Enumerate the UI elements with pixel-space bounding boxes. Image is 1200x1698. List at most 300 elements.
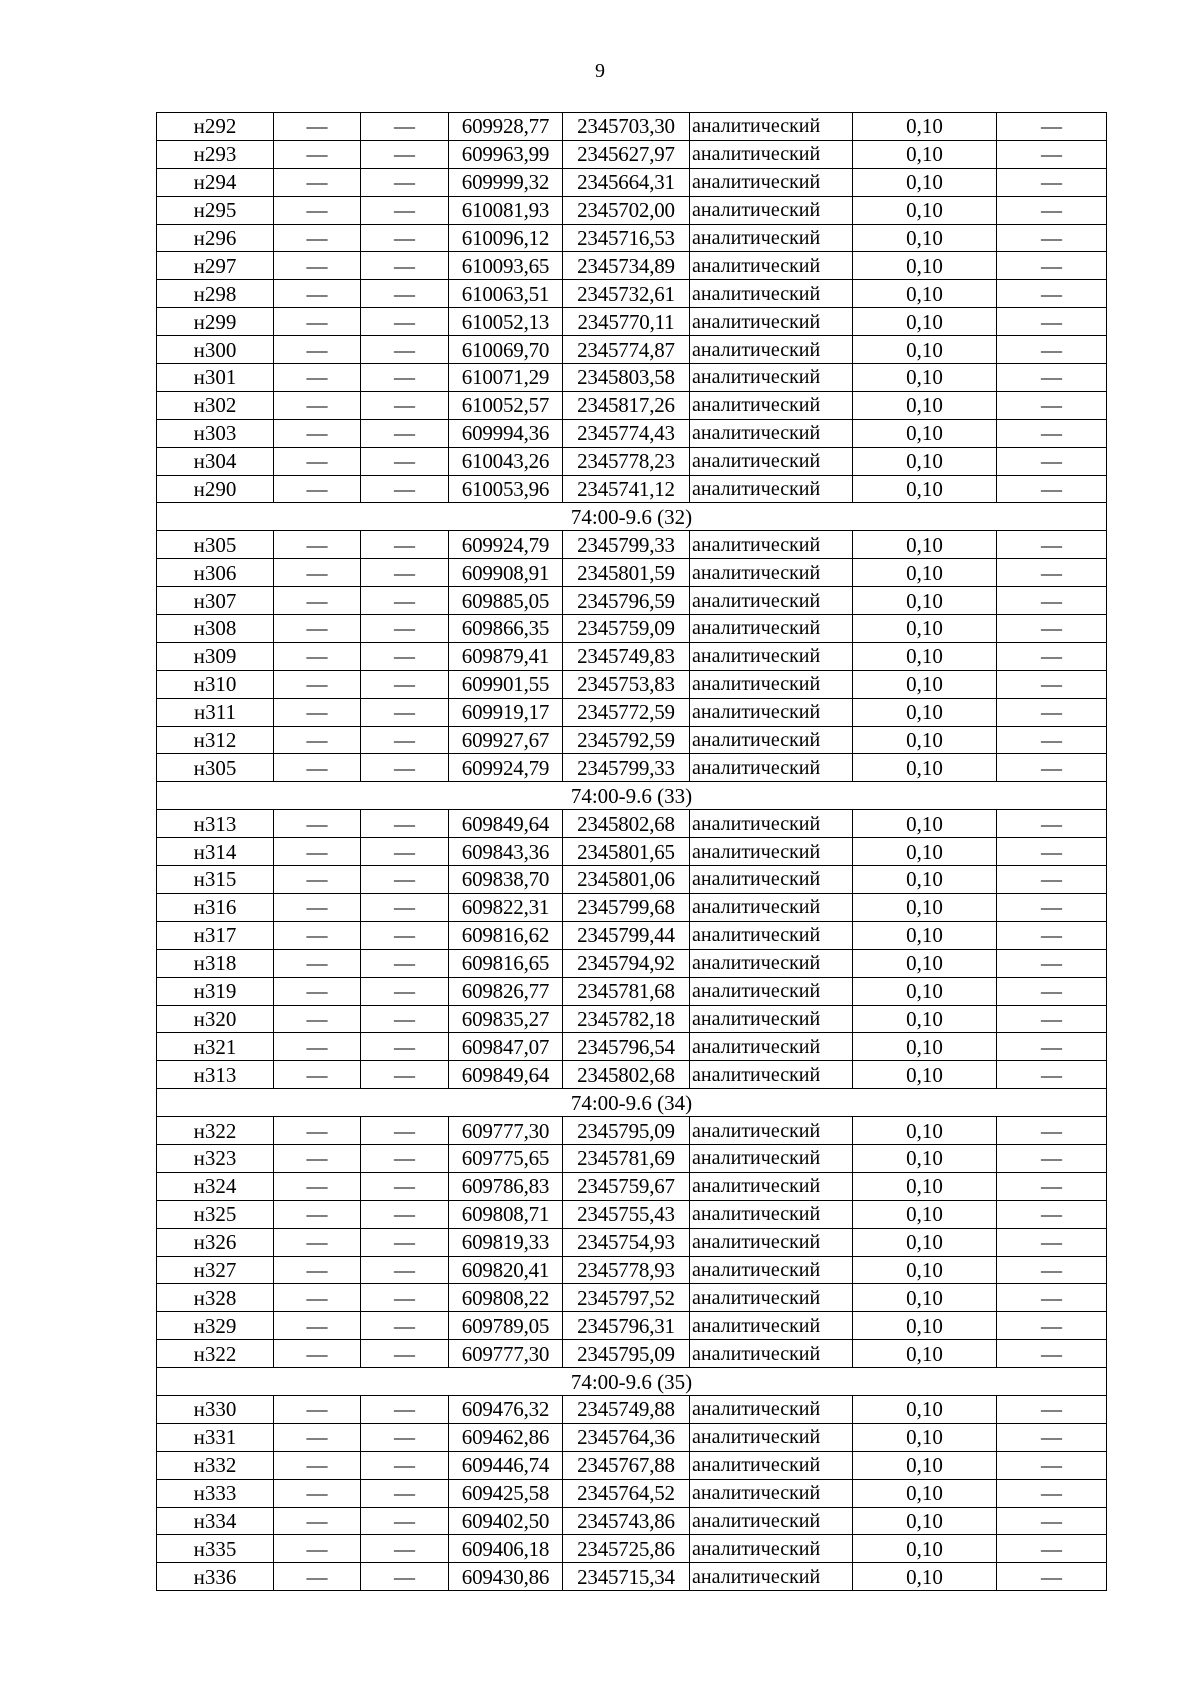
- x-coordinate-cell: 609820,41: [449, 1256, 563, 1284]
- y-coordinate-cell: 2345764,52: [563, 1479, 690, 1507]
- dash-cell: —: [274, 615, 361, 643]
- dash-cell: —: [361, 893, 449, 921]
- accuracy-cell: 0,10: [853, 1117, 997, 1145]
- dash-cell: —: [274, 1423, 361, 1451]
- point-name-cell: н317: [157, 921, 274, 949]
- x-coordinate-cell: 609994,36: [449, 419, 563, 447]
- x-coordinate-cell: 609919,17: [449, 698, 563, 726]
- dash-cell: —: [274, 838, 361, 866]
- method-cell: аналитический: [690, 531, 853, 559]
- dash-cell: —: [274, 308, 361, 336]
- dash-cell: —: [997, 224, 1107, 252]
- dash-cell: —: [274, 698, 361, 726]
- point-name-cell: н334: [157, 1507, 274, 1535]
- dash-cell: —: [361, 196, 449, 224]
- point-name-cell: н297: [157, 252, 274, 280]
- table-row: [157, 1200, 1107, 1228]
- method-cell: аналитический: [690, 838, 853, 866]
- dash-cell: —: [997, 336, 1107, 364]
- x-coordinate-cell: 609908,91: [449, 559, 563, 587]
- dash-cell: —: [997, 810, 1107, 838]
- x-coordinate-cell: 609476,32: [449, 1395, 563, 1423]
- dash-cell: —: [274, 1535, 361, 1563]
- dash-cell: —: [997, 1144, 1107, 1172]
- dash-cell: —: [274, 559, 361, 587]
- dash-cell: —: [361, 810, 449, 838]
- accuracy-cell: 0,10: [853, 977, 997, 1005]
- x-coordinate-cell: 609808,22: [449, 1284, 563, 1312]
- dash-cell: —: [274, 921, 361, 949]
- y-coordinate-cell: 2345754,93: [563, 1228, 690, 1256]
- method-cell: аналитический: [690, 196, 853, 224]
- table-row: [157, 391, 1107, 419]
- y-coordinate-cell: 2345715,34: [563, 1563, 690, 1591]
- method-cell: аналитический: [690, 587, 853, 615]
- x-coordinate-cell: 610069,70: [449, 336, 563, 364]
- x-coordinate-cell: 609786,83: [449, 1172, 563, 1200]
- dash-cell: —: [361, 642, 449, 670]
- x-coordinate-cell: 610052,57: [449, 391, 563, 419]
- dash-cell: —: [997, 1005, 1107, 1033]
- x-coordinate-cell: 609777,30: [449, 1117, 563, 1145]
- x-coordinate-cell: 609885,05: [449, 587, 563, 615]
- y-coordinate-cell: 2345802,68: [563, 1061, 690, 1089]
- y-coordinate-cell: 2345741,12: [563, 475, 690, 503]
- x-coordinate-cell: 609866,35: [449, 615, 563, 643]
- x-coordinate-cell: 609847,07: [449, 1033, 563, 1061]
- dash-cell: —: [997, 949, 1107, 977]
- x-coordinate-cell: 609430,86: [449, 1563, 563, 1591]
- dash-cell: —: [274, 252, 361, 280]
- x-coordinate-cell: 609924,79: [449, 754, 563, 782]
- dash-cell: —: [361, 308, 449, 336]
- method-cell: аналитический: [690, 559, 853, 587]
- point-name-cell: н293: [157, 140, 274, 168]
- dash-cell: —: [274, 1340, 361, 1368]
- method-cell: аналитический: [690, 280, 853, 308]
- y-coordinate-cell: 2345725,86: [563, 1535, 690, 1563]
- point-name-cell: н295: [157, 196, 274, 224]
- x-coordinate-cell: 609425,58: [449, 1479, 563, 1507]
- y-coordinate-cell: 2345799,33: [563, 531, 690, 559]
- point-name-cell: н301: [157, 364, 274, 392]
- dash-cell: —: [361, 670, 449, 698]
- method-cell: аналитический: [690, 949, 853, 977]
- dash-cell: —: [274, 1117, 361, 1145]
- dash-cell: —: [997, 308, 1107, 336]
- method-cell: аналитический: [690, 726, 853, 754]
- dash-cell: —: [361, 1312, 449, 1340]
- y-coordinate-cell: 2345749,83: [563, 642, 690, 670]
- accuracy-cell: 0,10: [853, 838, 997, 866]
- dash-cell: —: [997, 615, 1107, 643]
- method-cell: аналитический: [690, 810, 853, 838]
- table-row: [157, 838, 1107, 866]
- table-row: [157, 754, 1107, 782]
- x-coordinate-cell: 609927,67: [449, 726, 563, 754]
- dash-cell: —: [274, 949, 361, 977]
- method-cell: аналитический: [690, 419, 853, 447]
- point-name-cell: н311: [157, 698, 274, 726]
- dash-cell: —: [361, 419, 449, 447]
- dash-cell: —: [361, 1507, 449, 1535]
- dash-cell: —: [361, 1061, 449, 1089]
- y-coordinate-cell: 2345753,83: [563, 670, 690, 698]
- accuracy-cell: 0,10: [853, 419, 997, 447]
- accuracy-cell: 0,10: [853, 1312, 997, 1340]
- accuracy-cell: 0,10: [853, 364, 997, 392]
- dash-cell: —: [997, 1284, 1107, 1312]
- table-row: [157, 1395, 1107, 1423]
- method-cell: аналитический: [690, 1563, 853, 1591]
- table-row: [157, 977, 1107, 1005]
- table-row: [157, 1563, 1107, 1591]
- dash-cell: —: [274, 1005, 361, 1033]
- dash-cell: —: [274, 336, 361, 364]
- y-coordinate-cell: 2345764,36: [563, 1423, 690, 1451]
- x-coordinate-cell: 609999,32: [449, 168, 563, 196]
- dash-cell: —: [274, 447, 361, 475]
- dash-cell: —: [361, 531, 449, 559]
- x-coordinate-cell: 609777,30: [449, 1340, 563, 1368]
- dash-cell: —: [997, 1563, 1107, 1591]
- dash-cell: —: [361, 615, 449, 643]
- table-row: [157, 475, 1107, 503]
- point-name-cell: н315: [157, 866, 274, 894]
- x-coordinate-cell: 609822,31: [449, 893, 563, 921]
- dash-cell: —: [997, 1200, 1107, 1228]
- accuracy-cell: 0,10: [853, 1033, 997, 1061]
- table-body: [157, 113, 1107, 1591]
- table-row: [157, 1284, 1107, 1312]
- method-cell: аналитический: [690, 1395, 853, 1423]
- dash-cell: —: [997, 1117, 1107, 1145]
- x-coordinate-cell: 609879,41: [449, 642, 563, 670]
- point-name-cell: н303: [157, 419, 274, 447]
- dash-cell: —: [997, 196, 1107, 224]
- y-coordinate-cell: 2345781,69: [563, 1144, 690, 1172]
- y-coordinate-cell: 2345774,87: [563, 336, 690, 364]
- accuracy-cell: 0,10: [853, 642, 997, 670]
- table-row: [157, 921, 1107, 949]
- table-row: [157, 587, 1107, 615]
- x-coordinate-cell: 609826,77: [449, 977, 563, 1005]
- dash-cell: —: [274, 1144, 361, 1172]
- dash-cell: —: [274, 587, 361, 615]
- dash-cell: —: [274, 893, 361, 921]
- method-cell: аналитический: [690, 308, 853, 336]
- table-row: [157, 1312, 1107, 1340]
- y-coordinate-cell: 2345802,68: [563, 810, 690, 838]
- x-coordinate-cell: 609843,36: [449, 838, 563, 866]
- dash-cell: —: [997, 113, 1107, 141]
- method-cell: аналитический: [690, 1061, 853, 1089]
- dash-cell: —: [997, 475, 1107, 503]
- y-coordinate-cell: 2345799,68: [563, 893, 690, 921]
- dash-cell: —: [361, 866, 449, 894]
- dash-cell: —: [274, 1312, 361, 1340]
- table-row: [157, 1061, 1107, 1089]
- table-row: [157, 364, 1107, 392]
- method-cell: аналитический: [690, 977, 853, 1005]
- dash-cell: —: [274, 866, 361, 894]
- dash-cell: —: [997, 140, 1107, 168]
- method-cell: аналитический: [690, 921, 853, 949]
- dash-cell: —: [997, 1172, 1107, 1200]
- dash-cell: —: [361, 1256, 449, 1284]
- point-name-cell: н308: [157, 615, 274, 643]
- dash-cell: —: [274, 140, 361, 168]
- dash-cell: —: [997, 838, 1107, 866]
- section-title: 74:00-9.6 (32): [157, 503, 1107, 531]
- table-row: [157, 1479, 1107, 1507]
- dash-cell: —: [997, 642, 1107, 670]
- dash-cell: —: [997, 670, 1107, 698]
- point-name-cell: н300: [157, 336, 274, 364]
- dash-cell: —: [997, 1033, 1107, 1061]
- dash-cell: —: [997, 280, 1107, 308]
- accuracy-cell: 0,10: [853, 308, 997, 336]
- dash-cell: —: [997, 893, 1107, 921]
- accuracy-cell: 0,10: [853, 559, 997, 587]
- method-cell: аналитический: [690, 1033, 853, 1061]
- accuracy-cell: 0,10: [853, 587, 997, 615]
- accuracy-cell: 0,10: [853, 140, 997, 168]
- dash-cell: —: [997, 726, 1107, 754]
- point-name-cell: н316: [157, 893, 274, 921]
- table-row: [157, 1451, 1107, 1479]
- dash-cell: —: [361, 726, 449, 754]
- dash-cell: —: [274, 1451, 361, 1479]
- section-header-row: [157, 503, 1107, 531]
- point-name-cell: н327: [157, 1256, 274, 1284]
- accuracy-cell: 0,10: [853, 1479, 997, 1507]
- x-coordinate-cell: 609928,77: [449, 113, 563, 141]
- section-header-row: [157, 1089, 1107, 1117]
- dash-cell: —: [361, 447, 449, 475]
- method-cell: аналитический: [690, 140, 853, 168]
- y-coordinate-cell: 2345734,89: [563, 252, 690, 280]
- accuracy-cell: 0,10: [853, 754, 997, 782]
- point-name-cell: н328: [157, 1284, 274, 1312]
- dash-cell: —: [361, 1228, 449, 1256]
- dash-cell: —: [361, 252, 449, 280]
- y-coordinate-cell: 2345716,53: [563, 224, 690, 252]
- dash-cell: —: [361, 587, 449, 615]
- table-row: [157, 419, 1107, 447]
- point-name-cell: н330: [157, 1395, 274, 1423]
- dash-cell: —: [361, 1172, 449, 1200]
- dash-cell: —: [361, 1535, 449, 1563]
- x-coordinate-cell: 609816,62: [449, 921, 563, 949]
- dash-cell: —: [361, 224, 449, 252]
- dash-cell: —: [361, 140, 449, 168]
- method-cell: аналитический: [690, 224, 853, 252]
- accuracy-cell: 0,10: [853, 113, 997, 141]
- table-row: [157, 698, 1107, 726]
- section-header-row: [157, 1368, 1107, 1396]
- dash-cell: —: [997, 698, 1107, 726]
- table-row: [157, 1005, 1107, 1033]
- accuracy-cell: 0,10: [853, 893, 997, 921]
- y-coordinate-cell: 2345755,43: [563, 1200, 690, 1228]
- point-name-cell: н298: [157, 280, 274, 308]
- point-name-cell: н323: [157, 1144, 274, 1172]
- dash-cell: —: [274, 1284, 361, 1312]
- dash-cell: —: [997, 1423, 1107, 1451]
- dash-cell: —: [274, 475, 361, 503]
- section-title: 74:00-9.6 (33): [157, 782, 1107, 810]
- point-name-cell: н290: [157, 475, 274, 503]
- dash-cell: —: [274, 670, 361, 698]
- table-row: [157, 447, 1107, 475]
- x-coordinate-cell: 610093,65: [449, 252, 563, 280]
- x-coordinate-cell: 610053,96: [449, 475, 563, 503]
- method-cell: аналитический: [690, 1005, 853, 1033]
- dash-cell: —: [274, 1033, 361, 1061]
- y-coordinate-cell: 2345767,88: [563, 1451, 690, 1479]
- dash-cell: —: [997, 1507, 1107, 1535]
- dash-cell: —: [274, 1479, 361, 1507]
- table-row: [157, 531, 1107, 559]
- y-coordinate-cell: 2345759,09: [563, 615, 690, 643]
- x-coordinate-cell: 609963,99: [449, 140, 563, 168]
- section-title: 74:00-9.6 (34): [157, 1089, 1107, 1117]
- dash-cell: —: [274, 1507, 361, 1535]
- point-name-cell: н294: [157, 168, 274, 196]
- dash-cell: —: [361, 838, 449, 866]
- y-coordinate-cell: 2345743,86: [563, 1507, 690, 1535]
- table-row: [157, 615, 1107, 643]
- table-row: [157, 1144, 1107, 1172]
- point-name-cell: н324: [157, 1172, 274, 1200]
- dash-cell: —: [361, 280, 449, 308]
- table-row: [157, 642, 1107, 670]
- accuracy-cell: 0,10: [853, 1144, 997, 1172]
- table-row: [157, 1423, 1107, 1451]
- dash-cell: —: [997, 531, 1107, 559]
- dash-cell: —: [361, 475, 449, 503]
- dash-cell: —: [361, 1117, 449, 1145]
- dash-cell: —: [997, 1228, 1107, 1256]
- accuracy-cell: 0,10: [853, 168, 997, 196]
- x-coordinate-cell: 610063,51: [449, 280, 563, 308]
- y-coordinate-cell: 2345778,23: [563, 447, 690, 475]
- dash-cell: —: [997, 391, 1107, 419]
- dash-cell: —: [361, 977, 449, 1005]
- dash-cell: —: [361, 1033, 449, 1061]
- table-row: [157, 1535, 1107, 1563]
- dash-cell: —: [997, 1535, 1107, 1563]
- x-coordinate-cell: 609816,65: [449, 949, 563, 977]
- point-name-cell: н304: [157, 447, 274, 475]
- dash-cell: —: [274, 810, 361, 838]
- x-coordinate-cell: 609446,74: [449, 1451, 563, 1479]
- table-row: [157, 308, 1107, 336]
- method-cell: аналитический: [690, 1340, 853, 1368]
- y-coordinate-cell: 2345782,18: [563, 1005, 690, 1033]
- dash-cell: —: [274, 1395, 361, 1423]
- method-cell: аналитический: [690, 447, 853, 475]
- point-name-cell: н312: [157, 726, 274, 754]
- dash-cell: —: [361, 168, 449, 196]
- dash-cell: —: [274, 224, 361, 252]
- x-coordinate-cell: 609849,64: [449, 810, 563, 838]
- dash-cell: —: [361, 949, 449, 977]
- dash-cell: —: [997, 364, 1107, 392]
- accuracy-cell: 0,10: [853, 531, 997, 559]
- y-coordinate-cell: 2345799,44: [563, 921, 690, 949]
- y-coordinate-cell: 2345772,59: [563, 698, 690, 726]
- point-name-cell: н302: [157, 391, 274, 419]
- table-row: [157, 810, 1107, 838]
- accuracy-cell: 0,10: [853, 1005, 997, 1033]
- table-row: [157, 1172, 1107, 1200]
- dash-cell: —: [361, 1340, 449, 1368]
- coordinates-table: [156, 112, 1107, 1591]
- method-cell: аналитический: [690, 1312, 853, 1340]
- table-row: [157, 893, 1107, 921]
- point-name-cell: н331: [157, 1423, 274, 1451]
- point-name-cell: н313: [157, 810, 274, 838]
- dash-cell: —: [274, 1061, 361, 1089]
- y-coordinate-cell: 2345627,97: [563, 140, 690, 168]
- point-name-cell: н306: [157, 559, 274, 587]
- accuracy-cell: 0,10: [853, 1284, 997, 1312]
- y-coordinate-cell: 2345795,09: [563, 1117, 690, 1145]
- dash-cell: —: [361, 1284, 449, 1312]
- dash-cell: —: [274, 1228, 361, 1256]
- point-name-cell: н310: [157, 670, 274, 698]
- table-row: [157, 1228, 1107, 1256]
- y-coordinate-cell: 2345749,88: [563, 1395, 690, 1423]
- method-cell: аналитический: [690, 1507, 853, 1535]
- dash-cell: —: [997, 1479, 1107, 1507]
- y-coordinate-cell: 2345797,52: [563, 1284, 690, 1312]
- x-coordinate-cell: 610081,93: [449, 196, 563, 224]
- method-cell: аналитический: [690, 168, 853, 196]
- accuracy-cell: 0,10: [853, 810, 997, 838]
- table-row: [157, 168, 1107, 196]
- accuracy-cell: 0,10: [853, 1507, 997, 1535]
- accuracy-cell: 0,10: [853, 921, 997, 949]
- method-cell: аналитический: [690, 1144, 853, 1172]
- method-cell: аналитический: [690, 754, 853, 782]
- point-name-cell: н333: [157, 1479, 274, 1507]
- point-name-cell: н329: [157, 1312, 274, 1340]
- dash-cell: —: [361, 1200, 449, 1228]
- x-coordinate-cell: 609835,27: [449, 1005, 563, 1033]
- point-name-cell: н318: [157, 949, 274, 977]
- table-row: [157, 670, 1107, 698]
- dash-cell: —: [997, 866, 1107, 894]
- dash-cell: —: [274, 280, 361, 308]
- y-coordinate-cell: 2345803,58: [563, 364, 690, 392]
- accuracy-cell: 0,10: [853, 475, 997, 503]
- dash-cell: —: [274, 196, 361, 224]
- dash-cell: —: [274, 1200, 361, 1228]
- accuracy-cell: 0,10: [853, 866, 997, 894]
- method-cell: аналитический: [690, 893, 853, 921]
- section-title: 74:00-9.6 (35): [157, 1368, 1107, 1396]
- point-name-cell: н313: [157, 1061, 274, 1089]
- dash-cell: —: [361, 698, 449, 726]
- table-row: [157, 1507, 1107, 1535]
- dash-cell: —: [361, 1395, 449, 1423]
- dash-cell: —: [997, 559, 1107, 587]
- point-name-cell: н325: [157, 1200, 274, 1228]
- point-name-cell: н314: [157, 838, 274, 866]
